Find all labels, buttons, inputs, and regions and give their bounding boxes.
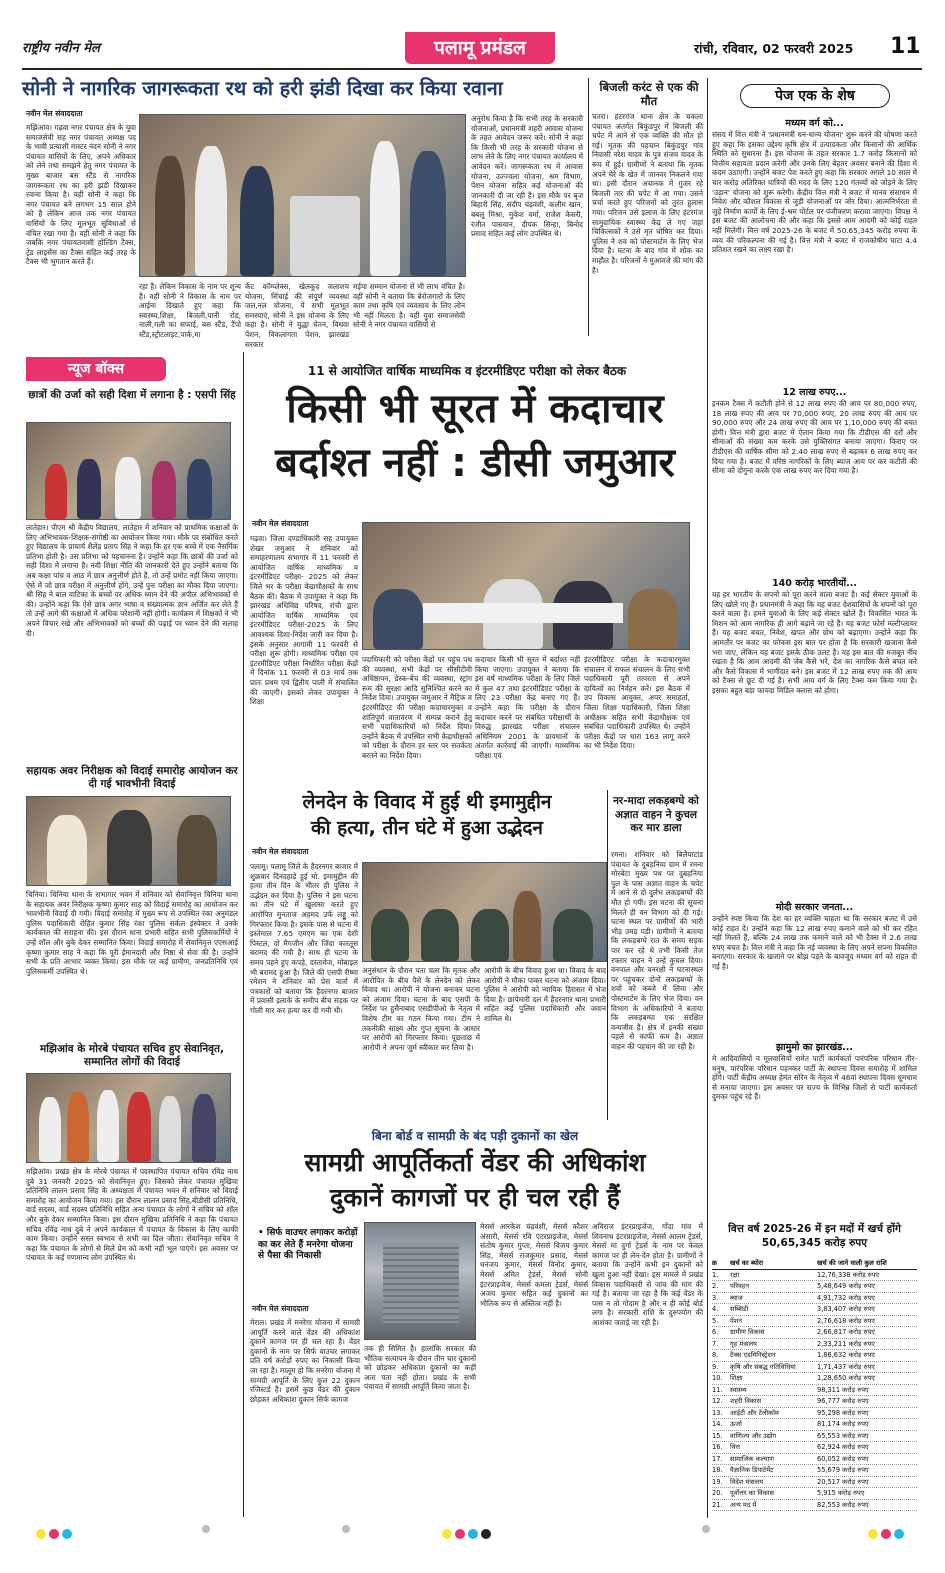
table-cell: वैज्ञानिक डिपार्टमेंट [730,1466,774,1474]
table-cell: 2,66,817 करोड़ रुपए [817,1328,875,1336]
story1-body-col5: अनुरोध किया है कि सभी तरह के सरकारी योजनाओं, प्रधानमंत्री शहरी आवास योजना के तहत आवेदन जरूर करें। सोनी ने कहा कि किसी भी तरह के सरकारी योजना से लाभ लेने के लिए नगर पंचायत कार्यालय में आवेदन करें। जागरूकता रथ में आवास योजना, उज्ज्वला योजना, श्रम विभाग, पेंशन योजना सहित कई योजनाओं की जानकारी दी जा रही है। इस मौके पर बृज बिहारी सिंह, संदीप चंद्रवंशी, कलीम खान, बबलू मिश्रा, मुकेश वर्मा, राजेश केसरी, रंजीत पासवान, दीपक सिन्हा, बिनोद प्रसाद सहित कई लोग उपस्थित थे। [471,114,583,239]
story6-headline-line1: सामग्री आपूर्तिकर्ता वेंडर की अधिकांश [304,1148,646,1177]
table-cell: वाणिज्य और उद्योग [730,1431,777,1440]
table-cell: आईटी और टेलीकॉम [730,1408,779,1417]
story6-kicker: बिना बोर्ड व सामग्री के बंद पड़ी दुकानों का खेल [371,1129,579,1143]
table-cell: 15. [712,1431,723,1440]
table-cell: विदेश मंत्रालय [730,1477,764,1486]
table-cell: शिक्षा [730,1374,743,1382]
news-box-label: न्यूज बॉक्स [26,357,166,381]
story1-body-col2: रहा है। लेकिन विकास के नाम पर शून्य है। वहीं सोनी ने विकास के नाम पर आईना दिखाते हुए कहा कि स्वास्थ्य,शिक्षा, बिजली,पानी रोड, नाली,गली का सफाई, बस स्टैंड, टैंपो स्टैंड,स्ट्रीटलाइट,पार्क,मा [139,282,241,339]
table-cell: 21. [712,1500,723,1509]
table-cell: 81,174 करोड़ रुपए [817,1420,869,1428]
table-row [712,1442,917,1454]
table-cell: रक्षा [730,1270,740,1279]
table-row [712,1339,917,1351]
sidebar-section-title: 12 लाख रुपए... [782,387,847,398]
story3-body-col1: गढ़वा। जिला दण्डाधिकारी सह उपायुक्त शेखर जमुआर ने शनिवार को समाहरणालय सभागार में 11 फरवरी से आयोजित वार्षिक माध्यमिक व इंटरमीडिएट परीक्षा- 2025 को लेकर जिले भर के परीक्षा केंद्राधीक्षकों के साथ बैठक की। बैठक में उपायुक्त ने कहा कि झारखंड अधिविद्य परिषद, रांची द्वारा आयोजित वार्षिक माध्यमिक एवं इंटरमीडिएट परीक्षा-2025 के लिए आवश्यक दिशा-निर्देश जारी कर दिया है। इसके अनुसार आगामी 11 फरवरी से परीक्षा शुरू होगी। माध्यमिक परीक्षा एवं इंटरमीडिएट परीक्षा निर्धारित परीक्षा केंद्रों में दिनांक 11 फरवरी से 03 मार्च तक प्रातः प्रथम एवं द्वितीय पाली में संचालित की जाएगी। इसको लेकर उपायुक्त ने शिक्षा [250,534,358,707]
sidebar-section-title: मध्यम वर्ग को... [785,118,844,129]
table-cell: 62,924 करोड़ रुपए [817,1443,869,1451]
table-cell: वित्त [730,1443,740,1451]
story6-headline-line2: दुकानें कागजों पर ही चल रही हैं [329,1183,621,1212]
table-cell: 65,553 करोड़ रुपए [817,1431,869,1440]
table-row [712,1488,917,1500]
table-row [712,1293,917,1305]
table-cell: 9. [712,1362,719,1371]
story6-byline: नवीन मेल संवाददाता [252,1304,309,1313]
story1-body-col3: र्केट कॉम्प्लेक्स, खेलकूद जलाशय योजना, सिंचाई की संपूर्ण व्यवस्था जल,नल योजना, ये सभी मूलभूत समस्याएं, सोनी ने इस योजना के लिए कहा है। सोनी ने युद्धा चेतन, विधवा पेंशन, विकलांगता पेंशन, झारखंड सरकार [245,282,349,349]
table-row [712,1477,917,1489]
sidebar-section-title: 140 करोड़ भारतीयों... [772,578,857,589]
story2-headline: बिजली करंट से एक की मौत [599,80,699,108]
story4-body-col1: पलामू। पलामू जिले के हैदरनगर बाजार में शुक्रवार दिनदहाड़े हुई मो. इमामुद्दीन की हत्या तीन दिन के भीतर ही पुलिस ने उद्भेदन कर दिया है। पुलिस ने इस घटना का तीन घंटे में खुलासा करते हुए आरोपित मुनताज अहमद उर्फ लड्डू को गिरफ्तार किया है। इसके पास से घटना में इस्तेमाल 7.65 एमएम का एक देशी पिस्टल, दो मैगजीन और जिंदा कारतूस बरामद की गयी है। साथ ही घटना के समय पहने हुए कपड़े, दस्तावेज, मोबाइल भी बरामद हुआ है। जिले की एसपी रीष्मा रमेशन ने शनिवार को प्रेस वार्ता में पत्रकारों को बताया कि हैदरनगर बाजार में प्रवासी इलाके के समीप बीच सड़क पर गोली मार कर हत्या कर दी गयी थी। [250,862,358,1015]
color-registration-bar [22,1522,922,1536]
table-cell: 1,71,437 करोड़ रुपए [817,1362,875,1371]
newsbox-headline2: सहायक अवर निरीक्षक को विदाई समारोह आयोजन कर दी गई भावभीनी विदाई [26,765,238,790]
budget-table-header: क्र खर्च का ब्योरा खर्च की जाने वाली कुल राशि [712,1258,917,1270]
story6-body-col3: मेसर्स आरकेश चंद्रवंशी, मेसर्स कौशर अंसारी, मेसर्स रवि एंटरप्राइजेज, मेसर्स संतोष कुमार गुप्ता, मेसर्स विजय कुमार सिंह, मेसर्स राजकुमार प्रसाद, मेसर्स धनंजय कुमार, मेसर्स विनोद कुमार, मेसर्स अमित ट्रेडर्स, मेसर्स सोनी इंटरप्राइजेज, मेसर्स कमला ट्रेडर्स, मेसर्स अजय कुमार सहित कई दुकानों का भौतिक रूप से अस्तित्व नहीं है। [480,1222,588,1308]
table-cell: 2,33,211 करोड़ रुपए [817,1339,875,1348]
table-cell: 8. [712,1351,719,1359]
newsbox-photo1 [26,422,231,520]
table-cell: टैक्स एडमिनिस्ट्रेशन [730,1351,776,1359]
table-cell: 5. [712,1316,719,1325]
sidebar-section-title: झामुमो का झारखंड... [775,1042,854,1053]
story6-body-col1: मेराल। प्रखंड में मनरेगा योजना में सामग्री आपूर्ति करने वाले वेंडर की अधिकांश दुकानें कागज पर ही चल रहा है। वेंडर दुकानों के नाम पर सिर्फ वाउचर लगाकर प्रति वर्ष करोड़ों रुपए का निकासी किया जा रहा है। मालूम हो कि मनरेगा योजना में सामग्री आपूर्ति के लिए कुल 22 दुकान रजिस्टर्ड है। इसमें कुछ वेंडर की दुकान छोड़कर अधिकांश दुकान सिर्फ कागज [250,1318,360,1404]
table-cell: 3,83,407 करोड़ रुपए [817,1305,875,1313]
table-cell: 14. [712,1420,723,1428]
table-row [712,1350,917,1362]
table-row [712,1408,917,1420]
table-cell: पेंशन [730,1316,742,1325]
table-row [712,1396,917,1408]
budget-table [712,1258,917,1511]
section-banner: पलामू प्रमंडल [405,32,555,64]
table-row [712,1362,917,1374]
story2-body: चतरा। हंटरगंज थाना क्षेत्र के चकला पंचायत अंतर्गत बिकुंडपुर में बिजली की चपेट में आने से एक व्यक्ति की मौत हो गई। मृतक की पहचान बिकुंडपुर गांव निवासी नरेश यादव के पुत्र संजय यादव के रूप में हुई। ग्रामीणों ने बताया कि मृतक अपने घेरे के खेत में जानवर निकलने गया था। इसी दौरान अचानक में गुजर रहे बिजली तार की चपेट में आ गया। उसने चर्चा करते हुए परिजनों को तुरंत हुलास गया। परिजन उसे इलाज के लिए हंटरगंज सामुदायिक स्वास्थ्य केंद्र ले गए जहां चिकित्सकों ने उसे मृत घोषित कर दिया। पुलिस ने शव को पोस्टमार्टम के लिए भेज दिया है। घटना के बाद गांव में शोक का माहौल है। परिजनों ने मुआवजे की मांग की है। [592,112,703,275]
story3-photo [362,522,690,650]
table-cell: 98,311 करोड़ रुपए [817,1385,869,1394]
table-row [712,1316,917,1328]
story3-kicker: 11 से आयोजित वार्षिक माध्यमिक व इंटरमीडिएट परीक्षा को लेकर बैठक [307,364,627,378]
table-row [712,1373,917,1385]
table-cell: सब्सिडी [730,1305,749,1313]
sidebar-section-title: मोदी सरकार जनता... [775,902,854,913]
story5-headline: नर-मादा लकड़बग्घे को अज्ञात वाहन ने कुचल कर मार डाला [613,795,699,834]
story5-body: रमना। शनिवार को बिलैयाटांड पंचायत के दुबहनिया ग्राम में रमना मोरबेटा मुख्य पथ पर दुबहनिया पुल के पास अज्ञात वाहन के चपेट में आने से दो दुर्लभ लकड़बग्घों की मौत हो गयी। इस घटना की सूचना मिलते ही वन विभाग को दी गई। घटना स्थल पर ग्रामीणों की भारी भीड़ उमड़ पड़ी। ग्रामीणों ने बताया कि लकड़बग्घे रात के समय सड़क पार कर रहे थे तभी किसी तेज रफ्तार वाहन ने उन्हें कुचल दिया। वनपाल और वनरक्षी ने घटनास्थल पर पहुंचकर दोनों लकड़बग्घों के शवों को कब्जे में लिया और पोस्टमार्टम के लिए भेज दिया। वन विभाग के अधिकारियों ने बताया कि लकड़बग्घा एक संरक्षित वन्यजीव है। क्षेत्र में इनकी संख्या पहले से काफी कम है। अज्ञात वाहन की पहचान की जा रही है। [611,850,703,1051]
story4-body-col2: अनुसंधान के दौरान पता चला कि मृतक और आरोपित के बीच पैसे के लेनदेन को लेकर विवाद था। आरोपी ने योजना बनाकर घटना को अंजाम दिया। घटना के बाद एसपी के निर्देश पर हुसैनाबाद एसडीपीओ के नेतृत्व में विशेष टीम का गठन किया गया। टीम ने तकनीकी साक्ष्य और गुप्त सूचना के आधार पर आरोपी को गिरफ्तार किया। पूछताछ में आरोपी ने अपना जुर्म स्वीकार कर लिया है। [362,966,480,1052]
table-row [712,1281,917,1293]
table-cell: 4. [712,1305,719,1313]
table-cell: 5,48,649 करोड़ रुपए [817,1282,875,1290]
table-cell: ऊर्जा [730,1420,742,1428]
newsbox-headline3: मझिआंव के मोरबे पंचायत सचिव हुए सेवानिवृत, सम्मानित लोगों की विदाई [40,1043,224,1068]
table-row [712,1465,917,1477]
table-cell: 11. [712,1385,723,1394]
page-number: 11 [890,34,921,59]
table-row [712,1431,917,1443]
story1-byline: नवीन मेल संवाददाता [26,109,83,118]
table-cell: 19. [712,1477,723,1486]
table-cell: 17. [712,1454,723,1463]
table-cell: 1. [712,1270,719,1279]
story1-headline: सोनी ने नागरिक जागरूकता रथ को हरी झंडी दिखा कर किया रवाना [22,77,503,100]
table-cell: 1,86,632 करोड़ रुपए [817,1351,875,1359]
table-cell: 55,679 करोड़ रुपए [817,1466,869,1474]
sidebar-section-body: यह हर भारतीय के सपनों को पूरा करने वाला बजट है। कई सेक्टर युवाओं के लिए खोले गए हैं। प्रधानमंत्री ने कहा कि यह बजट देशवासियों के सपनों को पूरा करने वाला है। हमने युवाओं के लिए कई सेक्टर खोले हैं। विकसित भारत के मिशन को आम नागरिक ही आगे बढ़ाने जा रहे हैं। यह बजट फोर्स मल्टीप्लायर है। यह बजट बचत, निवेश, खपत और ग्रोथ को बढ़ाएगा। उन्होंने कहा कि आमतौर पर बजट का फोकस इस बात पर होता है कि सरकारी खजाना कैसे भरा जाए, लेकिन यह बजट इसके ठीक उलट है। यह इस बात की मजबूत नींव रखता है कि आम आदमी की जेब कैसे भरे, देश का नागरिक कैसे बचत करे और कैसे विकास में भागीदार बने। इस बजट में 12 लाख रुपए तक की आय को टैक्स से छूट दी गई है। सभी आय वर्ग के लिए टैक्स कम किया गया है। इसका बहुत बड़ा फायदा मिडिल क्लास को होगा। [712,590,917,695]
table-row [712,1304,917,1316]
table-cell: 12,76,338 करोड़ रुपए [817,1270,880,1279]
table-cell: 10. [712,1374,723,1382]
sidebar-section-body: उन्होंने स्पष्ट किया कि देश का हर व्यक्ति चाहता था कि सरकार बजट में उसे कोई राहत दे। उन्होंने कहा कि 12 लाख रुपए कमाने वाले को भी कर रहित नहीं मिलते हैं, बल्कि 24 लाख तक कमाने वाले को भी टैक्स में 2.6 लाख रुपए बचत है। वित्त मंत्री ने कहा कि नई व्यवस्था के लिए अपने सपना विकसित बनाएगा। सरकार के खजाने पर बोझ पड़ने के बावजूद मध्यम वर्ग को राहत दी गई है। [712,914,917,971]
table-cell: 6. [712,1328,719,1336]
story6-pull-quote: • सिर्फ वाउचर लगाकर करोड़ों का कर लेते हैं मनरेगा योजना से पैसा की निकासी [258,1228,358,1261]
sidebar-section-body: मे आदिवासियों व मूलवासियों समेत पार्टी कार्यकर्ता पारंपरिक परिधान तीर-धनुष, पारंपरिक परिधान पहनकर पार्टी के स्थापना दिवस समारोह में शामिल होंगे। पार्टी केंद्रीय अध्यक्ष हेमंत सोरेन के नेतृत्व में 46वां स्थापना दिवस धूमधाम से मनाया जाएगा। इस अवसर पर राज्य के विभिन्न जिलों से पार्टी कार्यकर्ता दुमका पहुंच रहे हैं। [712,1054,917,1102]
sidebar-label: पेज एक के शेष [740,84,890,108]
paper-logo: राष्ट्रीय नवीन मेल [22,41,100,56]
story4-photo [362,862,607,962]
sidebar-section-body: संसद में वित्त मंत्री ने 'प्रधानमंत्री धन-धान्य योजना' शुरू करने की घोषणा करते हुए कहा कि इसका उद्देश्य कृषि क्षेत्र में उत्पादकता और किसानों की आर्थिक स्थिति को सुधारना है। इस योजना के तहत सरकार 1.7 करोड़ किसानों को वित्तीय सहायता प्रदान करेगी और उनके लिए बेहतर अवसर बनाने की दिशा में कदम उठाएगी। उन्होंने बजट पेश करते हुए कहा कि सरकार अगले 10 साल में चार करोड़ अतिरिक्त यात्रियों की मदद के लिए 120 गंतव्यों को जोड़ने के लिए 'उड़ान' योजना को शुरू करेगी। केंद्रीय वित्त मंत्री ने बजट में मानव संसाधन में निवेश और कौशल विकास से जुड़ी योजनाओं पर जोर दिया। आत्मनिर्भरता से जुड़े निर्माण कार्यों के लिए ई-श्रम पोर्टल पर पंजीकरण कराया जाएगा। विपक्ष ने इस बजट की आलोचना की और कहा कि इससे आम आदमी को कोई राहत नहीं मिलेगी। वित्त वर्ष 2025-26 के बजट में 50.65,345 करोड़ रुपया के व्यय की परिकल्पना की गई है। वित्त मंत्री ने बजट में राजकोषीय घाटा 4.4 प्रतिशत रखने का लक्ष्य रखा है। [712,130,917,255]
story3-body-col2: पदाधिकारी को परीक्षा केंद्रों पर पहुंच पथ की व्यवस्था, सभी केंद्रों पर सीसीटीवी अधिष्ठापन, डेस्क-बेंच की व्यवस्था, स्ट्रांग रूम की सुरक्षा आदि सुनिश्चित करने का निर्देश दिया। उपायुक्त जमुआर ने मैट्रिक व इंटरमीडिएट की परीक्षा कदाचारमुक्त व शांतिपूर्ण वातावरण में सम्पन्न कराने हेतु सभी पदाधिकारियों को निर्देश दिया। उन्होंने बैठक में उपस्थित सभी केंद्राधीक्षकों को परीक्षा के दौरान हर स्तर पर सतर्कता बरतने का निर्देश दिया। [362,655,472,760]
table-cell: परिवहन [730,1282,749,1290]
story3-body-col3: कदाचार किसी भी सूरत में बर्दाश्त नहीं किया जाएगा। उपायुक्त ने बताया कि इस वर्ष माध्यमिक परीक्षा के लिए जिले में कुल 47 तथा इंटरमीडिएट परीक्षा के लिए 23 परीक्षा केंद्र बनाए गए हैं। उन्होंने कहा कि परीक्षा के दौरान कदाचार करने पर संबंधित परीक्षार्थी के विरुद्ध झारखंड परीक्षा संचालन अधिनियम 2001 के प्रावधानों के अंतर्गत कार्रवाई की जाएगी। माध्यमिक परीक्षा एवं [475,655,580,760]
table-cell: 95,298 करोड़ रुपए [817,1408,869,1417]
dateline: रांची, रविवार, 02 फरवरी 2025 [694,41,854,56]
table-cell: 16. [712,1443,723,1451]
story1-body-col4: मईया सम्मान योजना से भी लाभ वंचित है। वहीं सोनी ने बताया कि बेरोजगारों के लिए काम तथा कृषि एवं व्यवसाय के लिए लोन भी नहीं मिलता है। वहीं युवा समाजसेवी सोनी ने नगर पंचायत वासियों से [353,282,465,330]
table-cell: 82,553 करोड़ रुपए [817,1500,869,1509]
table-row [712,1270,917,1282]
story6-body-col2: तक ही सिमित है। हालांकि सरकार की भौतिक सत्यापन के दौरान तीन चार दुकानों को छोड़कर अधिकांश दुकानों का कहीं अता पता नहीं होता। प्रखंड के सभी पंचायत में सामग्री आपूर्ति किया जाता है। [364,1344,476,1392]
table-cell: स्वास्थ्य [730,1385,747,1394]
table-cell: सामाजिक कल्याण [730,1454,774,1463]
newsbox-photo2 [26,796,231,886]
table-row [712,1419,917,1431]
table-cell: 60,052 करोड़ रुपए [817,1454,869,1463]
table-cell: पूर्वोत्तर का विकास [730,1489,774,1497]
table-cell: 2. [712,1282,719,1290]
story4-headline-line1: लेनदेन के विवाद में हुई थी इमामुद्दीन [302,791,552,813]
table-cell: 3. [712,1293,719,1302]
table-cell: ग्रामीण विकास [730,1328,765,1336]
table-row [712,1385,917,1397]
table-cell: 20,517 करोड़ रुपए [817,1477,869,1486]
masthead [22,32,922,68]
story3-body-col4: इंटरमीडिएट परीक्षा के कदाचारमुक्त संचालन में सफल संचालन के लिए सभी पदाधिकारी पूरी तत्परता से अपने दायित्वों का निर्वहन करें। इस बैठक में उप विकास आयुक्त, अपर समाहर्ता, जिला शिक्षा पदाधिकारी, जिला शिक्षा अधीक्षक सहित सभी केंद्राधीक्षक एवं संबंधित पदाधिकारी उपस्थित थे। उन्होंने परीक्षा केंद्रों पर धारा 163 लागू करने का भी निर्देश दिया। [584,655,690,751]
table-cell: ब्याज [730,1293,743,1302]
table-cell: 96,777 करोड़ रुपए [817,1397,869,1405]
newsbox-body1: लातेहार। पीएम श्री केंद्रीय विद्यालय, लातेहार में शनिवार को प्राथमिक कक्षाओं के लिए अभिभावक-शिक्षक-संगोष्ठी का आयोजन किया गया। मौके पर संबोधित करते हुए विद्यालय के प्राचार्य शैलेंद्र प्रताप सिंह ने कहा कि हर एक बच्चे में एक नैसर्गिक प्रतिभा होती है। उस प्रतिभा को पहचानना है। उन्होंने कहा कि छात्रों की उर्जा को सही दिशा में लगाना है। नयी शिक्षा नीति की जानकारी देते हुए उन्होंने बताया कि अब कक्षा पांच व आठ में छात्र अनुत्तीर्ण होते हैं, तो उन्हें प्रमोट नहीं किया जाएगा। ऐसे में जो छात्र परीक्षा में अनुत्तीर्ण होंगे, उन्हें पुनः परीक्षा का मौका दिया जाएगा। श्री सिंह ने बाल वाटिका के बच्चों पर अधिक ध्यान देने की अपील अभिभावकों से की। उन्होंने कहा कि ऐसे छात्र अगर भाषा व संख्यात्मक ज्ञान अर्जित कर लेते हैं तो उन्हें आगे की कक्षाओं में अधिक परेशानी नहीं होगी। कार्यक्रम में शिक्षकों ने भी अपने विचार रखे और अभिभावकों को बच्चों की पढ़ाई पर ध्यान देने की सलाह दी। [26,523,238,638]
story4-body-col3: आरोपी के बीच विवाद हुआ था। विवाद के बाद आरोपी ने मौका पाकर घटना को अंजाम दिया। पुलिस ने आरोपी को न्यायिक हिरासत में भेज दिया है। छापेमारी दल में हैदरनगर थाना प्रभारी सहित कई पुलिस पदाधिकारी और जवान शामिल थे। [484,966,606,1023]
story4-headline-line2: की हत्या, तीन घंटे में हुआ उद्भेदन [311,817,543,839]
table-row [712,1454,917,1466]
story3-byline: नवीन मेल संवाददाता [252,519,309,528]
table-row [712,1327,917,1339]
story6-photo [364,1222,476,1340]
table-cell: 7. [712,1339,719,1348]
newsbox-body2: चिनिया। चिनिया थाना के सभागार भवन में शनिवार को सेवानिवृत्त चिनिया थाना के सहायक अवर निरीक्षक कृष्णा कुमार साह को विदाई समारोह का आयोजन कर भावभीनी विदाई दी गयी। विदाई समारोह में मुख्य रूप से उपस्थित रंका अनुमंडल पुलिस पदाधिकारी रोहित कुमार सिंह रंका पुलिस सर्कल इंस्पेक्टर ने उनके कार्यकाल की सराहना की। इस दौरान थाना प्रभारी सहित सभी पुलिसकर्मियों ने उन्हें शॉल और बुके देकर सम्मानित किया। विदाई समारोह में सेवानिवृत्त एएसआई कृष्णा कुमार साह ने कहा कि पूरी ईमानदारी और निष्ठा से सेवा की है। उन्होंने सभी के प्रति आभार व्यक्त किया। इस मौके पर कई ग्रामीण, जनप्रतिनिधि एवं पुलिसकर्मी उपस्थित थे। [26,890,238,976]
table-cell: 20. [712,1489,723,1497]
table-cell: 4,91,732 करोड़ रुपए [817,1293,875,1302]
sidebar-section-body: इनकम टैक्स में कटौती होने से 12 लाख रुपए की आय पर 80,000 रुपए, 18 लाख रुपए की आय पर 70,000 रुपए, 20 लाख रुपए की आय पर 90,000 रुपए और 24 लाख रुपए की आय पर 1,10,000 रुपए की बचत होगी। वित्त मंत्री द्वारा बजट में ऐलान किया गया कि टीडीएस की दरों और सीमाओं की संख्या कम करके उसे युक्तिसंगत बनाया जाएगा। किराए पर टीडीएस की वार्षिक सीमा को 2.40 लाख रुपए से बढ़ाकर 6 लाख रुपए कर दिया गया है। बजट में वरिष्ठ नागरिकों के लिए ब्याज आय पर कर कटौती की सीमा को दोगुना करके एक लाख रुपए कर दिया गया है। [712,399,917,476]
story6-body-col4: अविराज इंटरप्राइजेज, गोंदा गांव में शिवनाथ इंटरप्राइजेज, मेसर्स आलम ट्रेडर्स, मेसर्स मां दुर्गा ट्रेडर्स के नाम पर केवल कागज पर ही लेन-देन होता है। ग्रामीणों ने बताया कि उन्होंने कभी इन दुकानों को खुला हुआ नहीं देखा। इस मामले में प्रखंड विकास पदाधिकारी से जांच की मांग की गई है। बताया जा रहा है कि कई वेंडर के पास न तो गोदाम है और न ही कोई बोर्ड लगा है। सरकारी राशि के दुरुपयोग की आशंका जताई जा रही है। [592,1222,703,1327]
table-cell: कृषि और संबद्ध गतिविधियां [730,1362,796,1371]
table-cell: 5,915 करोड़ रुपए [817,1489,865,1497]
table-cell: 18. [712,1466,723,1474]
newsbox-body3: मझिआंव। प्रखंड क्षेत्र के मोरबे पंचायत में पदस्थापित पंचायत सचिव रविंद्र नाथ दुबे 31 जनवरी 2025 को सेवानिवृत्त हुए। जिसको लेकर पंचायत मुखिया प्रतिनिधि लालन प्रसाद सिंह के अध्यक्षता में पंचायत भवन में शनिवार को विदाई समारोह का आयोजन किया गया। इस दौरान लालन प्रसाद सिंह,बीडीसी प्रतिनिधि, वार्ड सदस्य, वार्ड सदस्य प्रतिनिधि सहित अन्य पंचायत के लोगों ने सचिव को शॉल और बुके देकर सम्मानित किया। इस दौरान मुखिया प्रतिनिधि ने कहा कि पंचायत सचिव रविंद्र नाथ दुबे ने अपने कार्यकाल में पंचायत के विकास के लिए काफी काम किया। उन्होंने सरल स्वभाव से सभी का दिल जीता। सेवानिवृत सचिव ने कहा कि पंचायत के लोगों से मिले प्रेम को कभी नहीं भूल पाएंगे। इस अवसर पर पंचायत के कई गणमान्य लोग उपस्थित थे। [26,1167,238,1263]
table-cell: शहरी विकास [730,1397,762,1405]
story1-photo [139,114,466,277]
table-cell: 13. [712,1408,723,1417]
table-cell: 1,28,650 करोड़ रुपए [817,1374,875,1382]
newsbox-photo3 [26,1073,231,1163]
table-cell: 2,76,618 करोड़ रुपए [817,1316,875,1325]
story3-headline-line2: बर्दाश्त नहीं : डीसी जमुआर [275,440,675,486]
newsbox-headline1: छात्रों की उर्जा को सही दिशा में लगाना है : एसपी सिंह [28,389,236,401]
story3-headline-line1: किसी भी सूरत में कदाचार [286,386,664,432]
story1-body-col1: मझिआंव। गढ़वा नगर पंचायत क्षेत्र के युवा समाजसेवी सह नगर पंचायत अध्यक्ष पद के भावी प्रत्याशी मास्टर नंदन सोनी ने नगर पंचायत वासियों के लिए, अपने अधिकार को लेने तथा समझने हेतु नगर पंचायत के मुख्य बाजार बस स्टैंड से नागरिक जागरूकता रथ का हरी झंडी दिखाकर रवाना किया है। वहीं सोनी ने कहा कि नगर पंचायत बने लगभग 15 साल होने को है लेकिन आज तक नगर पंचायत वासियों के लिए मूलभूत सुविधाओं से वंचित रखा गया है। वहीं सोनी ने कहा कि जबकि नगर पंचायतवासी होल्डिंग टैक्स, ट्रेड लाइसेंस का टैक्स सहित कई तरह के टैक्स भी भुगतान करते हैं। [26,123,136,267]
story4-byline: नवीन मेल संवाददाता [252,847,309,856]
table-cell: गृह मंत्रालय [730,1339,757,1348]
table-row [712,1500,917,1512]
table-cell: अन्य मद में [730,1500,757,1509]
table-cell: 12. [712,1397,723,1405]
budget-table-title: वित्त वर्ष 2025-26 में इन मदों में खर्च होंगे 50,65,345 करोड़ रुपए [728,1223,901,1249]
